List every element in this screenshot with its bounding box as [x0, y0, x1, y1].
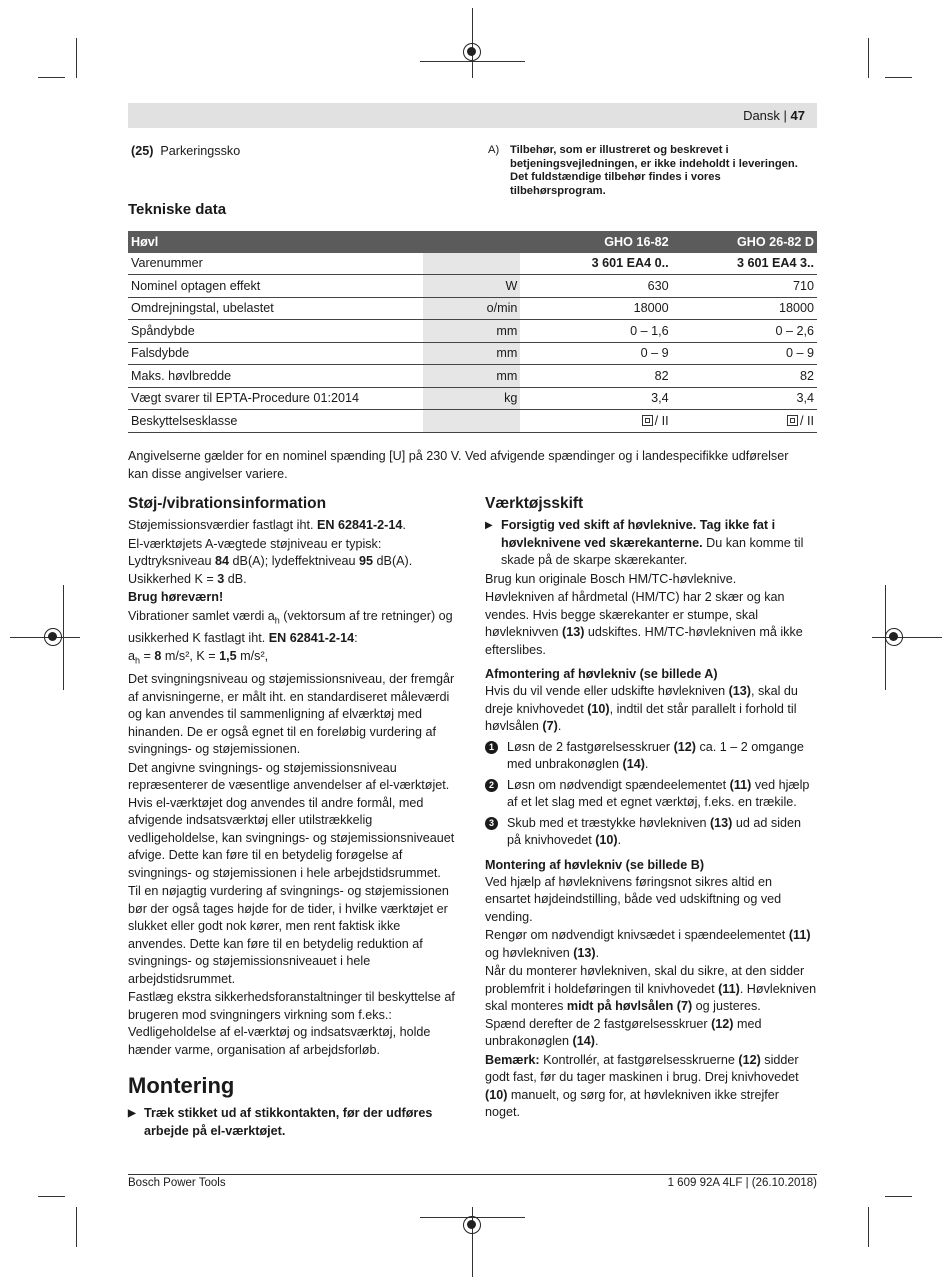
- table-row: [128, 297, 817, 320]
- item-label: Parkeringssko: [160, 144, 241, 158]
- row-value: 3,4: [520, 387, 671, 410]
- footer-doc-number: 1 609 92A 4LF | (26.10.2018): [667, 1177, 817, 1189]
- left-column: [128, 495, 460, 1141]
- row-unit: W: [423, 275, 521, 298]
- step-number-icon: 2: [485, 779, 498, 792]
- step-number-icon: 3: [485, 817, 498, 830]
- registration-mark-icon: [885, 628, 903, 646]
- row-value: 3 601 EA4 0..: [520, 253, 671, 275]
- row-unit: [423, 410, 521, 433]
- mounting-heading: Montering: [128, 1073, 235, 1099]
- mounting-warning: ▶ Træk stikket ud af stikkontakten, før der udføres arbejde på el-værktøjet.: [128, 1106, 433, 1138]
- table-header-cell: [423, 231, 521, 253]
- row-value: 82: [520, 365, 671, 388]
- level-paragraph: Det svingningsniveau og støjemissionsniveau, der fremgår af anvisningerne, er målt iht. en standardiseret måleværdi og kan anvendes til sammenligning af elværktøj med hinanden. De er også egnet til en foreløbig vurdering af svingnings- og støjemissionen.: [128, 672, 455, 757]
- evaluation-paragraph: Til en nøjagtig vurdering af svingnings- og støjemissionen bør der også tages højde for de tider, i hvilke værktøjet er slukket eller godt nok kører, men rent faktisk ikke anvendes. Dette kan føre til en betydelig reduktion af svingnings- og støjemissionsniveauet i hele arbejdstidsrummet.: [128, 884, 449, 986]
- registration-mark-icon: [463, 43, 481, 61]
- crop-mark: [885, 1196, 912, 1197]
- step-number-icon: 1: [485, 741, 498, 754]
- mounting-blade-heading: Montering af høvlekniv (se billede B): [485, 857, 705, 872]
- table-header-cell: GHO 16-82: [520, 231, 671, 253]
- footer-brand: Bosch Power Tools: [128, 1177, 226, 1189]
- row-label: Maks. høvlbredde: [128, 365, 423, 388]
- tool-change-heading: Værktøjsskift: [485, 495, 584, 512]
- crop-mark: [885, 77, 912, 78]
- row-value: 0 – 1,6: [520, 320, 671, 343]
- footnote-marker: A): [488, 144, 500, 156]
- row-label: Beskyttelsesklasse: [128, 410, 423, 433]
- row-label: Vægt svarer til EPTA-Procedure 01:2014: [128, 387, 423, 410]
- table-row: [128, 253, 817, 275]
- arrow-bullet-icon: ▶: [128, 1108, 136, 1120]
- row-label: Spåndybde: [128, 320, 423, 343]
- ear-protection-note: Brug høreværn!: [128, 590, 224, 604]
- row-value: 0 – 9: [672, 342, 817, 365]
- mounting-paragraph: Ved hjælp af høvleknivens føringsnot sikres altid en ensartet højdeindstilling, både ved udskiftning og ved vending.: [485, 874, 782, 924]
- row-unit: [423, 253, 521, 275]
- removal-step: 1 Løsn de 2 fastgørelsesskruer (12) ca. 1 – 2 omgange med unbrakonøglen (14).: [485, 739, 817, 774]
- page-header: Dansk | 47: [128, 103, 817, 128]
- row-value: 3 601 EA4 3..: [672, 253, 817, 275]
- row-label: Varenummer: [128, 253, 423, 275]
- parts-list-item: [131, 144, 240, 158]
- header-language: Dansk: [743, 108, 780, 123]
- table-header-cell: GHO 26-82 D: [672, 231, 817, 253]
- item-number: (25): [131, 144, 154, 158]
- row-label: Nominel optagen effekt: [128, 275, 423, 298]
- crop-mark: [868, 1207, 869, 1247]
- protection-class-icon: [642, 415, 653, 426]
- mounting-paragraph: Når du monterer høvlekniven, skal du sikre, at den sidder problemfrit i holdeføringen til knivhovedet (11). Høvlekniven skal monteres midt på høvlsålen (7) og justeres.: [485, 964, 817, 1013]
- crop-mark: [38, 77, 65, 78]
- footnote-text: Tilbehør, som er illustreret og beskrevet i betjeningsvejledningen, er ikke indeholdt i leveringen. Det fuldstændige tilbehør findes i vores tilbehørsprogram.: [510, 144, 798, 197]
- row-unit: mm: [423, 365, 521, 388]
- crop-mark: [76, 38, 77, 78]
- tech-data-table: [128, 231, 817, 433]
- row-value: 3,4: [672, 387, 817, 410]
- removal-step: 3 Skub med et træstykke høvlekniven (13) ud ad siden på knivhovedet (10).: [485, 815, 817, 850]
- table-row: [128, 342, 817, 365]
- table-header-row: [128, 231, 817, 253]
- row-value: 82: [672, 365, 817, 388]
- registration-line: [420, 61, 525, 62]
- row-value: 0 – 9: [520, 342, 671, 365]
- original-blades-paragraph: Brug kun originale Bosch HM/TC-høvleknive.: [485, 571, 737, 586]
- tech-data-heading: Tekniske data: [128, 201, 227, 218]
- table-header-cell: Høvl: [128, 231, 423, 253]
- removal-step: 2 Løsn om nødvendigt spændeelementet (11) ved hjælp af et let slag med et egnet værktøj, f.eks. en trækile.: [485, 777, 817, 812]
- row-unit: mm: [423, 342, 521, 365]
- note-paragraph: Bemærk: Kontrollér, at fastgørelsesskruerne (12) sidder godt fast, før du tager maskinen i brug. Drej knivhovedet (10) manuelt, og sørg for, at høvlekniven ikke strejfer noget.: [485, 1052, 799, 1119]
- removal-paragraph: Hvis du vil vende eller udskifte høvlekniven (13), skal du dreje knivhovedet (10), indtil det står parallelt i forhold til høvlsålen (7).: [485, 684, 798, 733]
- table-note: Angivelserne gælder for en nominel spænding [U] på 230 V. Ved afvigende spændinger og i landespecifikke udførelser kan disse angivelser variere.: [128, 449, 789, 481]
- crop-mark: [76, 1207, 77, 1247]
- noise-paragraph: Støjemissionsværdier fastlagt iht. EN 62841-2-14.: [128, 518, 406, 532]
- vibration-paragraph: Vibrationer samlet værdi $a_h$ (vektorsum af tre retninger) og usikkerhed K fastlagt iht. EN 62841-2-14:: [128, 608, 453, 645]
- crop-mark: [38, 1196, 65, 1197]
- row-value: 18000: [520, 297, 671, 320]
- protection-class-icon: [787, 415, 798, 426]
- registration-mark-icon: [463, 1216, 481, 1234]
- removal-heading: Afmontering af høvlekniv (se billede A): [485, 667, 718, 681]
- row-value: / II: [520, 410, 671, 433]
- carbide-paragraph: Høvlekniven af hårdmetal (HM/TC) har 2 skær og kan vendes. Hvis begge skærekanter er stumpe, skal høvleknivven (13) udskiftes. HM/TC-høvlekniven må ikke efterslibes.: [485, 590, 803, 657]
- arrow-bullet-icon: ▶: [485, 520, 493, 531]
- representation-paragraph: Det angivne svingnings- og støjemissionsniveau repræsenterer de væsentlige anvendelser af el-værktøjet. Hvis el-værktøjet dog anvendes til andre formål, med afvigende indsatsværktøj eller utilstrækkelig vedligeholdelse, kan svingnings- og støjemissionsniveauet afvige. Dette kan føre til en betydelig forøgelse af svingnings- og støjemissionen i hele arbejdstidsrummet.: [128, 760, 455, 880]
- registration-line: [872, 637, 942, 638]
- footer-rule: [128, 1174, 817, 1175]
- table-row: [128, 387, 817, 410]
- row-unit: o/min: [423, 297, 521, 320]
- row-value: 18000: [672, 297, 817, 320]
- row-value: 710: [672, 275, 817, 298]
- row-value: 630: [520, 275, 671, 298]
- row-unit: mm: [423, 320, 521, 343]
- table-row: [128, 365, 817, 388]
- row-label: Omdrejningstal, ubelastet: [128, 297, 423, 320]
- registration-mark-icon: [44, 628, 62, 646]
- table-row: [128, 410, 817, 433]
- footnote: [488, 144, 814, 198]
- table-row: [128, 320, 817, 343]
- tool-change-warning: ▶ Forsigtig ved skift af høvleknive. Tag ikke fat i høvleknivene ved skærekanterne. Du kan komme til skade på de skarpe skærekanter.: [485, 518, 804, 567]
- row-value: / II: [672, 410, 817, 433]
- row-label: Falsdybde: [128, 342, 423, 365]
- mounting-paragraph: Spænd derefter de 2 fastgørelsesskruer (12) med unbrakonøglen (14).: [485, 1016, 762, 1048]
- noise-paragraph: El-værktøjets A-vægtede støjniveau er typisk: Lydtryksniveau 84 dB(A); lydeffektniveau 95 dB(A). Usikkerhed K = 3 dB.: [128, 536, 413, 586]
- safety-paragraph: Fastlæg ekstra sikkerhedsforanstaltninger til beskyttelse af brugeren mod svingningers virkning som f.eks.: Vedligeholdelse af el-værktøj og indsatsværktøj, holde hænder varme, organisation af arbejdsforløb.: [128, 990, 455, 1057]
- row-unit: kg: [423, 387, 521, 410]
- mounting-paragraph: Rengør om nødvendigt knivsædet i spændeelementet (11) og høvlekniven (13).: [485, 928, 811, 960]
- crop-mark: [868, 38, 869, 78]
- noise-heading: Støj-/vibrationsinformation: [128, 495, 327, 512]
- vibration-values: $a_h = 8$ m/s², K = 1,5 m/s²,: [128, 649, 269, 666]
- row-value: 0 – 2,6: [672, 320, 817, 343]
- registration-line: [63, 585, 64, 690]
- right-column: [485, 495, 817, 1123]
- page-number: 47: [790, 108, 805, 123]
- table-row: [128, 275, 817, 298]
